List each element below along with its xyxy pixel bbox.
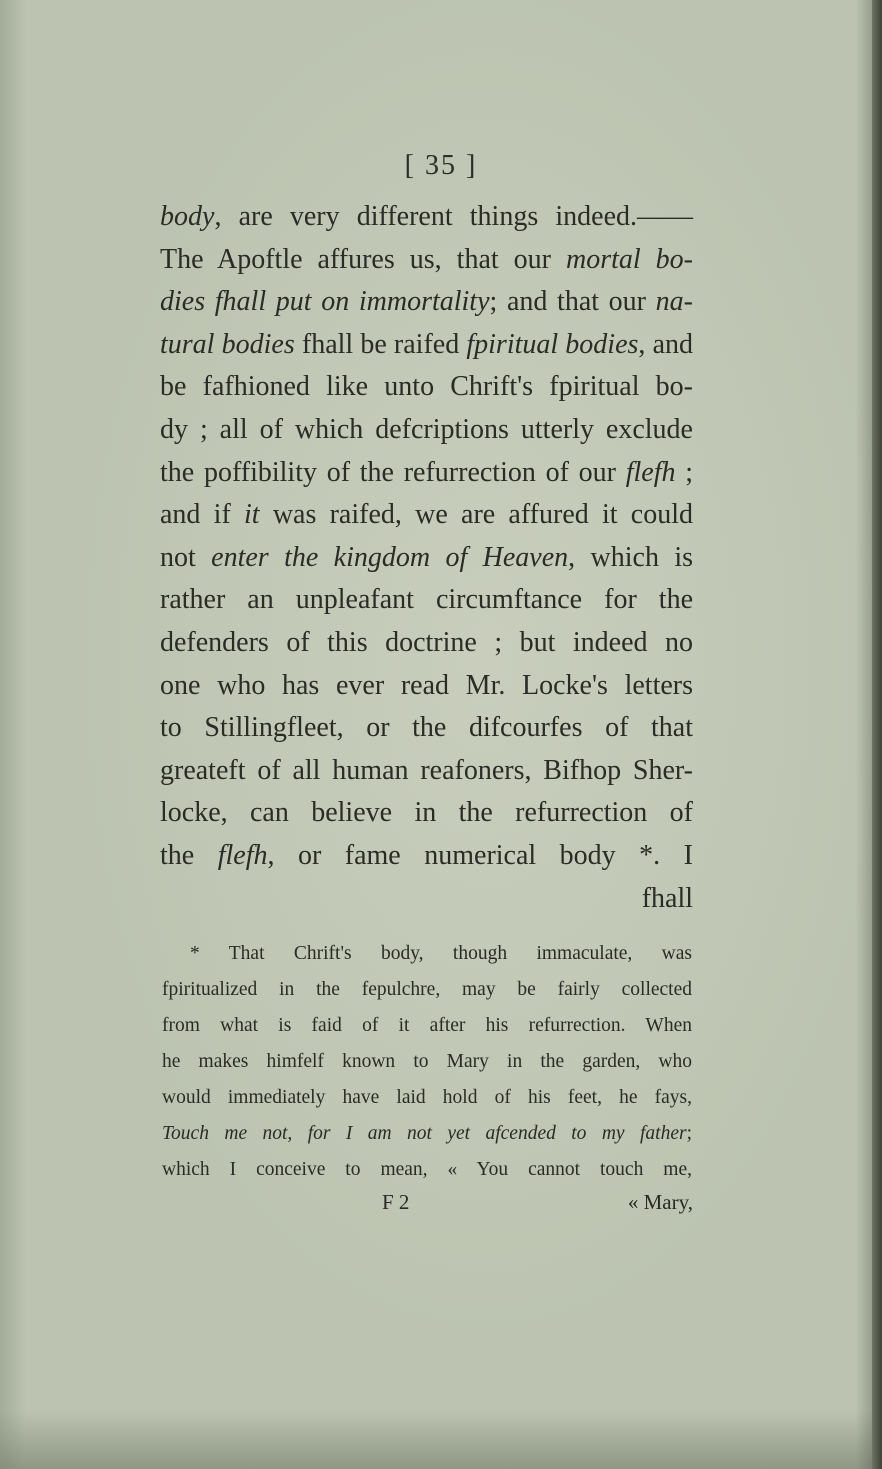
page-edge-shadow <box>872 0 882 1469</box>
text-line: greateft of all human reafoners, Bifhop Sher- <box>160 754 693 786</box>
footnote <box>162 936 692 1188</box>
page-footer <box>160 1190 693 1226</box>
footnote-line: from what is faid of it after his refurrection. When <box>162 1015 692 1036</box>
text-line: be fafhioned like unto Chrift's fpiritual bo- <box>160 371 693 403</box>
text-line: one who has ever read Mr. Locke's letters <box>160 669 693 701</box>
footnote-line: fpiritualized in the fepulchre, may be fairly collected <box>162 979 692 1000</box>
page-number: [ 35 ] <box>404 150 478 181</box>
footnote-catchword: « Mary, <box>627 1190 693 1214</box>
text-line: the poffibility of the refurrection of our flefh ; <box>160 456 693 488</box>
text-line: the flefh, or fame numerical body *. I <box>160 839 693 871</box>
text-line: rather an unpleafant circumftance for the <box>160 584 693 616</box>
footnote-line: he makes himfelf known to Mary in the garden, who <box>162 1051 692 1072</box>
footnote-line: * That Chrift's body, though immaculate, was <box>190 943 692 964</box>
text-line: and if it was raifed, we are affured it could <box>160 499 693 531</box>
text-line: dies fhall put on immortality; and that our na- <box>160 286 693 318</box>
text-line: body, are very different things indeed.—— <box>160 201 693 232</box>
text-line: to Stillingfleet, or the difcourfes of that <box>160 712 693 744</box>
text-line: defenders of this doctrine ; but indeed no <box>160 626 693 658</box>
signature-mark: F 2 <box>382 1190 410 1214</box>
text-line: The Apoftle affures us, that our mortal bo- <box>160 243 693 275</box>
footnote-line: which I conceive to mean, « You cannot touch me, <box>162 1159 692 1180</box>
footnote-line: would immediately have laid hold of his feet, he fays, <box>162 1087 692 1108</box>
main-text <box>160 196 693 920</box>
catchword-line: fhall <box>641 882 693 914</box>
text-line: tural bodies fhall be raifed fpiritual bodies, and <box>160 328 694 360</box>
text-line: not enter the kingdom of Heaven, which is <box>160 541 694 573</box>
text-line: locke, can believe in the refurrection of <box>160 797 693 829</box>
text-line: dy ; all of which defcriptions utterly exclude <box>160 413 693 445</box>
footnote-line: Touch me not, for I am not yet afcended to my father; <box>162 1123 692 1144</box>
